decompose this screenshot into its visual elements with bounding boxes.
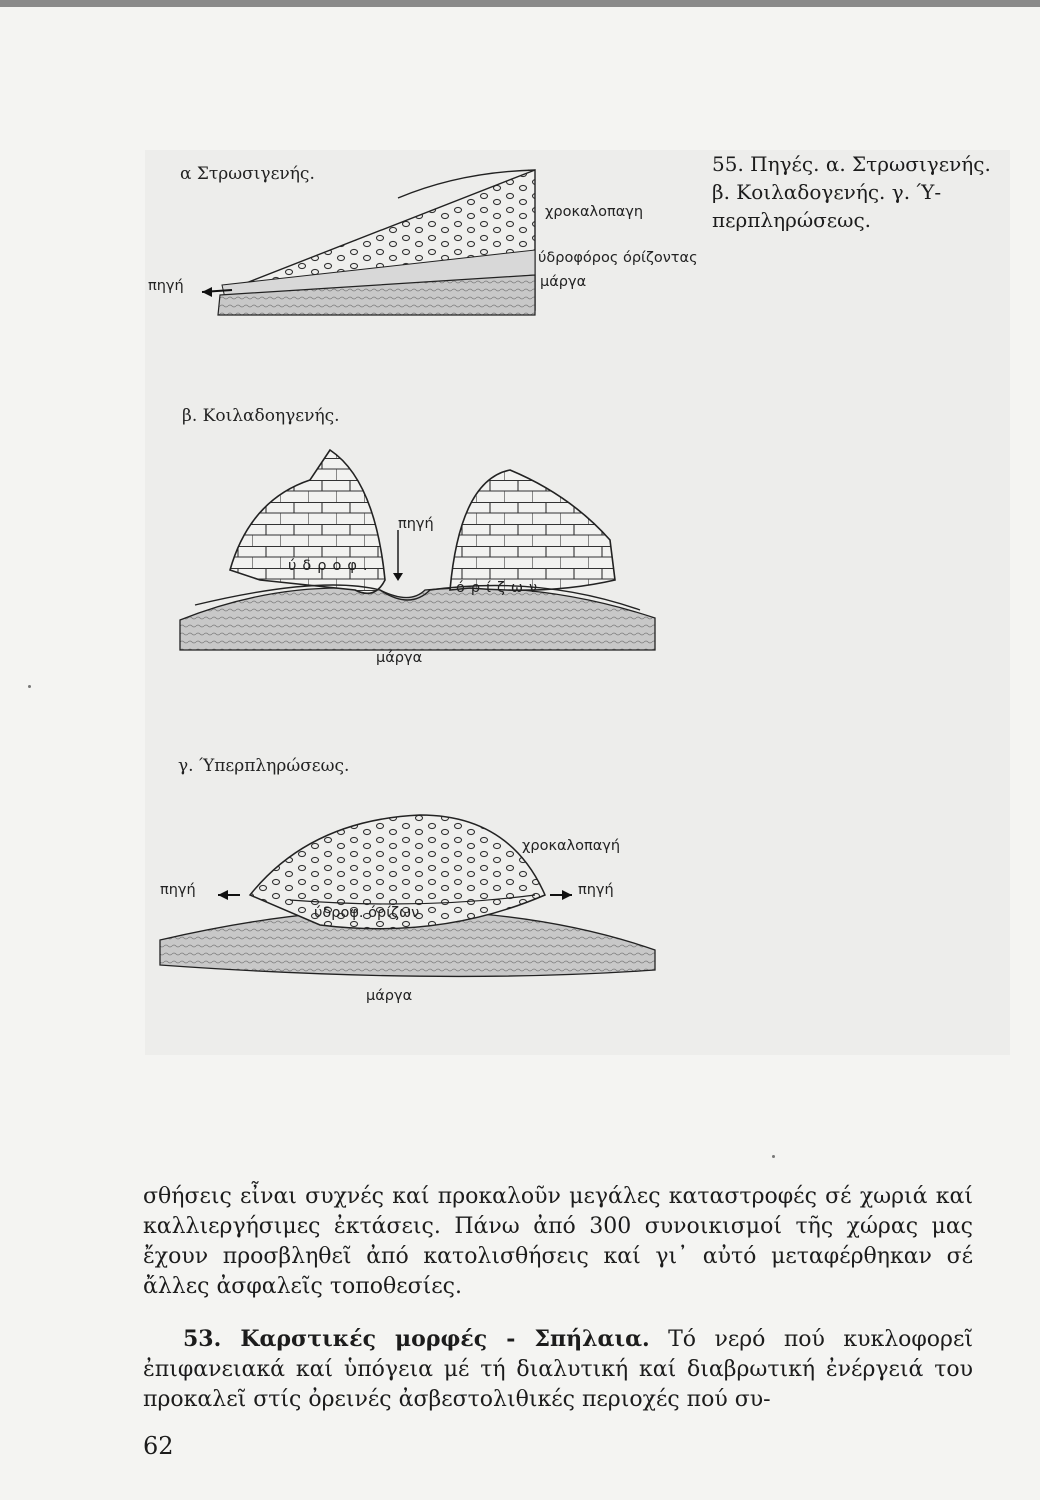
diagram-a-stratified xyxy=(202,170,535,315)
scan-speck xyxy=(772,1155,775,1158)
diagram-b-aquifer-right-label: όρίζων xyxy=(456,580,544,596)
figure-caption: 55. Πηγές. α. Στρωσιγενής. β. Κοιλαδογενής. γ. Ύ-περπληρώσεως. xyxy=(712,152,991,232)
diagram-b-title: β. Κοιλαδοηγενής. xyxy=(182,406,340,426)
diagram-c-title: γ. Ύπερπληρώσεως. xyxy=(178,756,350,776)
diagram-c-marl-label: μάργα xyxy=(366,988,413,1004)
diagram-b-aquifer-left-label: ύδροφ. xyxy=(288,558,374,574)
diagram-b-valley xyxy=(180,450,655,650)
diagram-a-spring-label: πηγή xyxy=(148,278,184,294)
diagram-a-title: α Στρωσιγενής. xyxy=(180,164,315,184)
diagram-c-aquifer-label: ύδροφ. όρίζων xyxy=(314,905,420,921)
diagram-c-spring-left-label: πηγή xyxy=(160,882,196,898)
springs-diagram xyxy=(140,150,740,1030)
scan-speck xyxy=(28,685,31,688)
diagram-c-conglomerate-label: χροκαλοπαγή xyxy=(522,838,621,854)
diagram-a-aquifer-label: ύδροφόρος όρίζοντας xyxy=(538,250,698,266)
section-heading-53: 53. Καρστικές μορφές - Σπήλαια. xyxy=(183,1326,650,1352)
page-number: 62 xyxy=(143,1432,174,1460)
springs-figure xyxy=(140,150,740,1030)
diagram-c-spring-right-label: πηγή xyxy=(578,882,614,898)
diagram-a-marl-label: μάργα xyxy=(540,274,587,290)
diagram-b-marl-label: μάργα xyxy=(376,650,423,666)
body-text xyxy=(143,1182,973,1415)
scan-top-edge xyxy=(0,0,1040,7)
paragraph-1: σθήσεις εἶναι συχνές καί προκαλοῦν μεγάλες καταστροφές σέ χωριά καί καλλιεργήσιμες ἐκτάσεις. Πάνω ἀπό 300 συνοικισμοί τῆς χώρας μας ἔχουν προσβληθεῖ ἀπό κατολισθήσεις καί γι᾽ αὐτό μεταφέρθηκαν σέ ἄλλες ἀσφαλεῖς τοποθεσίες. xyxy=(143,1184,973,1299)
paragraph-2-text: Τό νερό πού κυκλοφορεῖ ἐπιφανειακά καί ὑπόγεια μέ τή διαλυτική καί διαβρωτική ἐνέργειά του προκαλεῖ στίς ὀρεινές ἀσβεστολιθικές περιοχές πού συ- xyxy=(143,1327,973,1412)
paragraph-2 xyxy=(143,1324,973,1415)
diagram-a-conglomerate-label: χροκαλοπαγη xyxy=(545,204,644,220)
diagram-b-spring-label: πηγή xyxy=(398,516,434,532)
